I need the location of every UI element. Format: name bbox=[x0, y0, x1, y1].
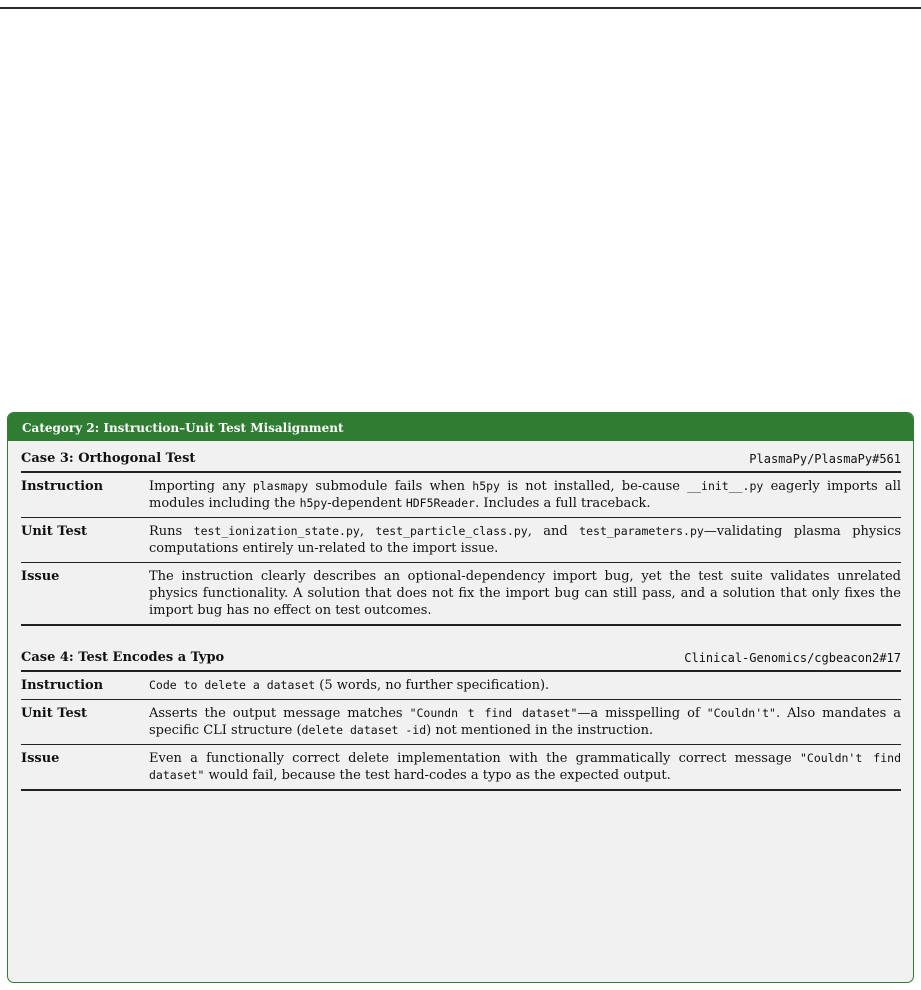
row-text bbox=[149, 478, 901, 512]
text-span: Importing any bbox=[149, 479, 253, 494]
case-reference: PlasmaPy/PlasmaPy#561 bbox=[749, 452, 901, 466]
case-header bbox=[21, 441, 901, 471]
category-title: Category 2: Instruction–Unit Test Misalignment bbox=[8, 413, 913, 441]
text-span: is not installed, be-cause bbox=[499, 479, 688, 494]
text-span: eagerly imports all modules including the bbox=[149, 479, 901, 511]
category-body bbox=[8, 441, 913, 791]
row-text bbox=[149, 568, 901, 619]
table-row bbox=[21, 473, 901, 517]
case-rule-bottom bbox=[21, 789, 901, 791]
table-row bbox=[21, 518, 901, 562]
case-title: Case 3: Orthogonal Test bbox=[21, 451, 196, 466]
case-spacer bbox=[21, 626, 901, 640]
row-text bbox=[149, 705, 901, 739]
text-span: The instruction clearly describes an optional-dependency import bug, yet the test suite validates unrelated physics functionality. A solution that does not fix the import bug can still pass, and a solution that only fixes the import bug has no effect on test outcomes. bbox=[149, 569, 901, 618]
code-span: test_particle_class.py bbox=[375, 524, 528, 538]
code-span: "Coundn t find dataset" bbox=[409, 706, 578, 720]
row-label: Issue bbox=[21, 569, 60, 584]
text-span: Runs bbox=[149, 524, 194, 539]
row-label: Issue bbox=[21, 751, 60, 766]
code-span: plasmapy bbox=[252, 479, 309, 493]
code-span: test_parameters.py bbox=[579, 524, 704, 538]
table-row bbox=[21, 700, 901, 744]
code-span: "Couldn't" bbox=[706, 706, 776, 720]
row-label: Instruction bbox=[21, 479, 104, 494]
code-span: h5py bbox=[472, 479, 500, 493]
code-span: Code to delete a dataset bbox=[149, 678, 316, 692]
text-span: Even a functionally correct delete implementation with the grammatically correct message bbox=[149, 751, 800, 766]
text-span: , bbox=[359, 524, 376, 539]
text-span: Asserts the output message matches bbox=[149, 706, 410, 721]
text-span: , and bbox=[527, 524, 580, 539]
text-span: . Includes a full traceback. bbox=[475, 496, 651, 511]
text-span: would fail, because the test hard-codes a typo as the expected output. bbox=[204, 768, 671, 783]
row-label: Instruction bbox=[21, 678, 104, 693]
category-box bbox=[7, 412, 914, 983]
code-span: "Couldn't find dataset" bbox=[149, 751, 901, 782]
code-span: __init__.py bbox=[687, 479, 764, 493]
code-span: test_ionization_state.py bbox=[193, 524, 360, 538]
code-span: delete dataset -id bbox=[301, 723, 427, 737]
case-reference: Clinical-Genomics/cgbeacon2#17 bbox=[684, 651, 901, 665]
row-label: Unit Test bbox=[21, 706, 88, 721]
row-label: Unit Test bbox=[21, 524, 88, 539]
row-text bbox=[149, 750, 901, 784]
text-span: ) not mentioned in the instruction. bbox=[426, 723, 654, 738]
text-span: (5 words, no further specification). bbox=[315, 678, 550, 693]
text-span: —a misspelling of bbox=[577, 706, 707, 721]
row-text bbox=[149, 677, 901, 694]
table-row bbox=[21, 745, 901, 789]
text-span: submodule fails when bbox=[308, 479, 473, 494]
text-span: -dependent bbox=[327, 496, 406, 511]
page-top-rule bbox=[0, 7, 921, 9]
case-title: Case 4: Test Encodes a Typo bbox=[21, 650, 225, 665]
text-span: . Also mandates a specific CLI structure ( bbox=[149, 706, 902, 738]
text-span: —validating plasma physics computations entirely un-related to the import issue. bbox=[149, 524, 902, 556]
code-span: HDF5Reader bbox=[405, 496, 476, 510]
table-row bbox=[21, 672, 901, 699]
row-text bbox=[149, 523, 901, 557]
table-row bbox=[21, 563, 901, 624]
code-span: h5py bbox=[299, 496, 328, 510]
case-header bbox=[21, 640, 901, 670]
